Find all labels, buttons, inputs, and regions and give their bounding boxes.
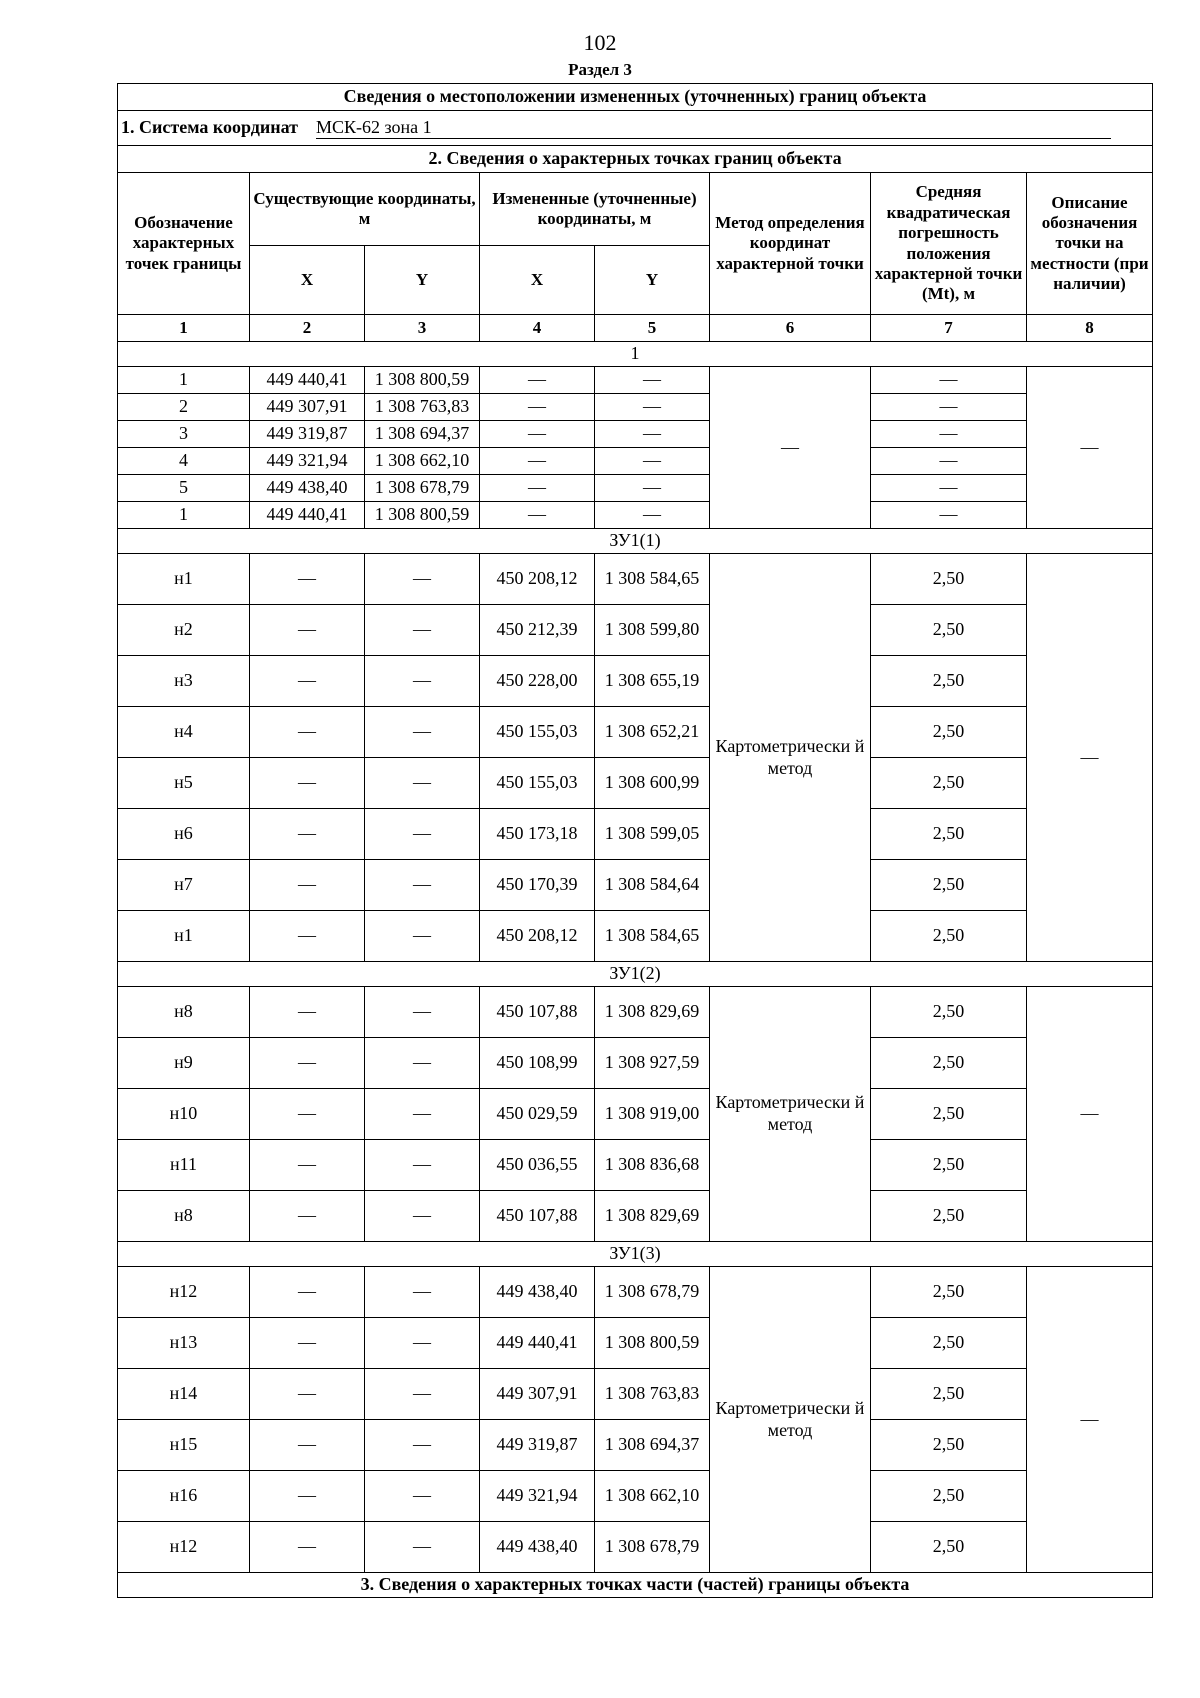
new-y-cell: 1 308 584,65 [595, 554, 710, 605]
new-y-cell: 1 308 800,59 [595, 1318, 710, 1369]
point-cell: н12 [118, 1522, 250, 1573]
header-x-existing: X [250, 246, 365, 315]
mt-cell: 2,50 [871, 1038, 1027, 1089]
point-cell: н6 [118, 809, 250, 860]
table-row [118, 554, 1153, 605]
mt-cell: 2,50 [871, 1471, 1027, 1522]
group-label-row [118, 529, 1153, 554]
point-cell: н16 [118, 1471, 250, 1522]
new-y-cell: — [595, 475, 710, 502]
mt-cell: 2,50 [871, 1140, 1027, 1191]
new-x-cell: 450 170,39 [480, 860, 595, 911]
header-method: Метод определения координат характерной точки [710, 173, 871, 315]
subsection3-row [118, 1573, 1153, 1598]
table-row [118, 605, 1153, 656]
existing-x-cell: — [250, 605, 365, 656]
new-y-cell: 1 308 652,21 [595, 707, 710, 758]
mt-cell: 2,50 [871, 809, 1027, 860]
new-x-cell: 450 228,00 [480, 656, 595, 707]
point-cell: 4 [118, 448, 250, 475]
existing-x-cell: 449 440,41 [250, 367, 365, 394]
mt-cell: 2,50 [871, 1089, 1027, 1140]
mt-cell: 2,50 [871, 707, 1027, 758]
subsection2-title: 2. Сведения о характерных точках границ объекта [118, 146, 1153, 173]
mt-cell: — [871, 421, 1027, 448]
table-row [118, 421, 1153, 448]
table-row [118, 448, 1153, 475]
table-row [118, 1369, 1153, 1420]
existing-y-cell: 1 308 763,83 [365, 394, 480, 421]
table-row [118, 809, 1153, 860]
new-x-cell: 450 173,18 [480, 809, 595, 860]
header-y-existing: Y [365, 246, 480, 315]
coord-system-label: 1. Система координат [121, 116, 298, 137]
new-x-cell: — [480, 367, 595, 394]
table-row [118, 367, 1153, 394]
new-x-cell: — [480, 394, 595, 421]
existing-x-cell: 449 440,41 [250, 502, 365, 529]
point-cell: н9 [118, 1038, 250, 1089]
existing-y-cell: — [365, 1318, 480, 1369]
table-row [118, 1191, 1153, 1242]
mt-cell: — [871, 367, 1027, 394]
new-y-cell: 1 308 694,37 [595, 1420, 710, 1471]
point-cell: н8 [118, 987, 250, 1038]
group-label-row [118, 342, 1153, 367]
mt-cell: 2,50 [871, 1420, 1027, 1471]
new-y-cell: 1 308 927,59 [595, 1038, 710, 1089]
point-cell: н1 [118, 554, 250, 605]
col-num: 4 [480, 315, 595, 342]
new-x-cell: 450 208,12 [480, 554, 595, 605]
new-y-cell: 1 308 655,19 [595, 656, 710, 707]
new-x-cell: 450 036,55 [480, 1140, 595, 1191]
point-cell: н7 [118, 860, 250, 911]
existing-y-cell: 1 308 800,59 [365, 502, 480, 529]
existing-x-cell: — [250, 554, 365, 605]
existing-x-cell: — [250, 860, 365, 911]
method-cell: — [710, 367, 871, 529]
existing-y-cell: 1 308 678,79 [365, 475, 480, 502]
existing-y-cell: — [365, 707, 480, 758]
existing-y-cell: — [365, 1191, 480, 1242]
new-y-cell: — [595, 367, 710, 394]
new-x-cell: 450 212,39 [480, 605, 595, 656]
table-row [118, 1318, 1153, 1369]
table-row [118, 707, 1153, 758]
col-num: 5 [595, 315, 710, 342]
method-cell: Картометрически й метод [710, 1267, 871, 1573]
existing-x-cell: — [250, 1369, 365, 1420]
new-x-cell: 449 438,40 [480, 1267, 595, 1318]
header-x-new: X [480, 246, 595, 315]
new-y-cell: 1 308 600,99 [595, 758, 710, 809]
page-number: 102 [583, 30, 617, 55]
new-x-cell: — [480, 502, 595, 529]
method-cell: Картометрически й метод [710, 987, 871, 1242]
new-y-cell: 1 308 599,05 [595, 809, 710, 860]
existing-y-cell: — [365, 1420, 480, 1471]
new-y-cell: 1 308 584,64 [595, 860, 710, 911]
coord-system-value: МСК-62 зона 1 [316, 117, 1111, 140]
new-x-cell: 449 319,87 [480, 1420, 595, 1471]
existing-x-cell: — [250, 911, 365, 962]
table-row [118, 1420, 1153, 1471]
existing-x-cell: 449 321,94 [250, 448, 365, 475]
existing-y-cell: — [365, 1140, 480, 1191]
existing-y-cell: — [365, 1038, 480, 1089]
new-y-cell: 1 308 599,80 [595, 605, 710, 656]
description-cell: — [1027, 367, 1153, 529]
existing-y-cell: — [365, 1089, 480, 1140]
point-cell: н10 [118, 1089, 250, 1140]
new-x-cell: 450 108,99 [480, 1038, 595, 1089]
description-cell: — [1027, 987, 1153, 1242]
point-cell: н5 [118, 758, 250, 809]
point-cell: н1 [118, 911, 250, 962]
mt-cell: 2,50 [871, 1318, 1027, 1369]
mt-cell: — [871, 448, 1027, 475]
existing-x-cell: — [250, 1420, 365, 1471]
new-x-cell: — [480, 475, 595, 502]
existing-y-cell: 1 308 694,37 [365, 421, 480, 448]
new-y-cell: — [595, 394, 710, 421]
existing-y-cell: — [365, 554, 480, 605]
existing-x-cell: — [250, 707, 365, 758]
new-y-cell: — [595, 502, 710, 529]
existing-x-cell: — [250, 809, 365, 860]
group-label-row [118, 962, 1153, 987]
header-y-new: Y [595, 246, 710, 315]
existing-x-cell: — [250, 1038, 365, 1089]
header-existing-coords: Существующие координаты, м [250, 173, 480, 246]
table-row [118, 1522, 1153, 1573]
new-x-cell: 450 155,03 [480, 707, 595, 758]
point-cell: н4 [118, 707, 250, 758]
new-y-cell: 1 308 678,79 [595, 1522, 710, 1573]
table-row [118, 656, 1153, 707]
mt-cell: — [871, 475, 1027, 502]
group-label: ЗУ1(1) [118, 529, 1153, 554]
mt-cell: 2,50 [871, 554, 1027, 605]
table-title: Сведения о местоположении измененных (уточненных) границ объекта [118, 84, 1153, 111]
existing-y-cell: — [365, 605, 480, 656]
point-cell: н8 [118, 1191, 250, 1242]
mt-cell: — [871, 394, 1027, 421]
existing-x-cell: 449 438,40 [250, 475, 365, 502]
boundary-table [117, 83, 1153, 1598]
mt-cell: 2,50 [871, 656, 1027, 707]
column-numbers-row [118, 315, 1153, 342]
existing-y-cell: 1 308 662,10 [365, 448, 480, 475]
mt-cell: 2,50 [871, 758, 1027, 809]
new-x-cell: 450 208,12 [480, 911, 595, 962]
mt-cell: 2,50 [871, 1191, 1027, 1242]
new-x-cell: 449 440,41 [480, 1318, 595, 1369]
group-label: 1 [118, 342, 1153, 367]
table-row [118, 1089, 1153, 1140]
point-cell: н2 [118, 605, 250, 656]
table-row [118, 1140, 1153, 1191]
new-x-cell: 450 155,03 [480, 758, 595, 809]
new-y-cell: 1 308 662,10 [595, 1471, 710, 1522]
new-x-cell: 449 438,40 [480, 1522, 595, 1573]
table-row [118, 1267, 1153, 1318]
method-cell: Картометрически й метод [710, 554, 871, 962]
new-x-cell: 450 107,88 [480, 1191, 595, 1242]
new-x-cell: 449 307,91 [480, 1369, 595, 1420]
table-row [118, 502, 1153, 529]
table-row [118, 860, 1153, 911]
point-cell: н13 [118, 1318, 250, 1369]
header-description: Описание обозначения точки на местности (при наличии) [1027, 173, 1153, 315]
table-row [118, 1471, 1153, 1522]
mt-cell: 2,50 [871, 1267, 1027, 1318]
col-num: 8 [1027, 315, 1153, 342]
mt-cell: 2,50 [871, 987, 1027, 1038]
point-cell: н15 [118, 1420, 250, 1471]
new-y-cell: 1 308 919,00 [595, 1089, 710, 1140]
new-y-cell: 1 308 829,69 [595, 1191, 710, 1242]
existing-y-cell: — [365, 911, 480, 962]
mt-cell: 2,50 [871, 1369, 1027, 1420]
existing-x-cell: — [250, 758, 365, 809]
mt-cell: — [871, 502, 1027, 529]
existing-y-cell: — [365, 987, 480, 1038]
new-x-cell: 450 029,59 [480, 1089, 595, 1140]
existing-y-cell: — [365, 1522, 480, 1573]
existing-x-cell: — [250, 1522, 365, 1573]
table-row [118, 758, 1153, 809]
point-cell: 2 [118, 394, 250, 421]
existing-x-cell: — [250, 987, 365, 1038]
group-label-row [118, 1242, 1153, 1267]
group-label: ЗУ1(3) [118, 1242, 1153, 1267]
new-y-cell: — [595, 448, 710, 475]
existing-y-cell: 1 308 800,59 [365, 367, 480, 394]
point-cell: н11 [118, 1140, 250, 1191]
new-y-cell: 1 308 829,69 [595, 987, 710, 1038]
mt-cell: 2,50 [871, 911, 1027, 962]
existing-y-cell: — [365, 860, 480, 911]
existing-x-cell: — [250, 1140, 365, 1191]
mt-cell: 2,50 [871, 1522, 1027, 1573]
point-cell: 5 [118, 475, 250, 502]
existing-x-cell: — [250, 1471, 365, 1522]
point-cell: 1 [118, 502, 250, 529]
new-x-cell: — [480, 448, 595, 475]
point-cell: н12 [118, 1267, 250, 1318]
existing-y-cell: — [365, 1471, 480, 1522]
subsection3-title: 3. Сведения о характерных точках части (частей) границы объекта [118, 1573, 1153, 1598]
table-row [118, 394, 1153, 421]
col-num: 2 [250, 315, 365, 342]
col-num: 3 [365, 315, 480, 342]
description-cell: — [1027, 554, 1153, 962]
header-new-coords: Измененные (уточненные) координаты, м [480, 173, 710, 246]
existing-y-cell: — [365, 758, 480, 809]
new-y-cell: 1 308 678,79 [595, 1267, 710, 1318]
existing-y-cell: — [365, 1369, 480, 1420]
new-x-cell: — [480, 421, 595, 448]
existing-y-cell: — [365, 809, 480, 860]
existing-x-cell: — [250, 1191, 365, 1242]
group-label: ЗУ1(2) [118, 962, 1153, 987]
section-title: Раздел 3 [568, 60, 632, 79]
new-y-cell: 1 308 836,68 [595, 1140, 710, 1191]
col-num: 1 [118, 315, 250, 342]
existing-x-cell: 449 307,91 [250, 394, 365, 421]
point-cell: н3 [118, 656, 250, 707]
existing-x-cell: — [250, 1089, 365, 1140]
point-cell: 1 [118, 367, 250, 394]
existing-x-cell: 449 319,87 [250, 421, 365, 448]
col-num: 6 [710, 315, 871, 342]
table-row [118, 475, 1153, 502]
col-num: 7 [871, 315, 1027, 342]
new-x-cell: 450 107,88 [480, 987, 595, 1038]
new-y-cell: 1 308 763,83 [595, 1369, 710, 1420]
table-row [118, 987, 1153, 1038]
new-x-cell: 449 321,94 [480, 1471, 595, 1522]
new-y-cell: 1 308 584,65 [595, 911, 710, 962]
header-mt: Средняя квадратическая погрешность положения характерной точки (Mt), м [871, 173, 1027, 315]
existing-x-cell: — [250, 1318, 365, 1369]
table-row [118, 1038, 1153, 1089]
existing-x-cell: — [250, 656, 365, 707]
point-cell: н14 [118, 1369, 250, 1420]
existing-x-cell: — [250, 1267, 365, 1318]
new-y-cell: — [595, 421, 710, 448]
existing-y-cell: — [365, 656, 480, 707]
point-cell: 3 [118, 421, 250, 448]
header-point: Обозначение характерных точек границы [118, 173, 250, 315]
mt-cell: 2,50 [871, 605, 1027, 656]
existing-y-cell: — [365, 1267, 480, 1318]
table-row [118, 911, 1153, 962]
description-cell: — [1027, 1267, 1153, 1573]
mt-cell: 2,50 [871, 860, 1027, 911]
coord-system-row [118, 111, 1153, 146]
